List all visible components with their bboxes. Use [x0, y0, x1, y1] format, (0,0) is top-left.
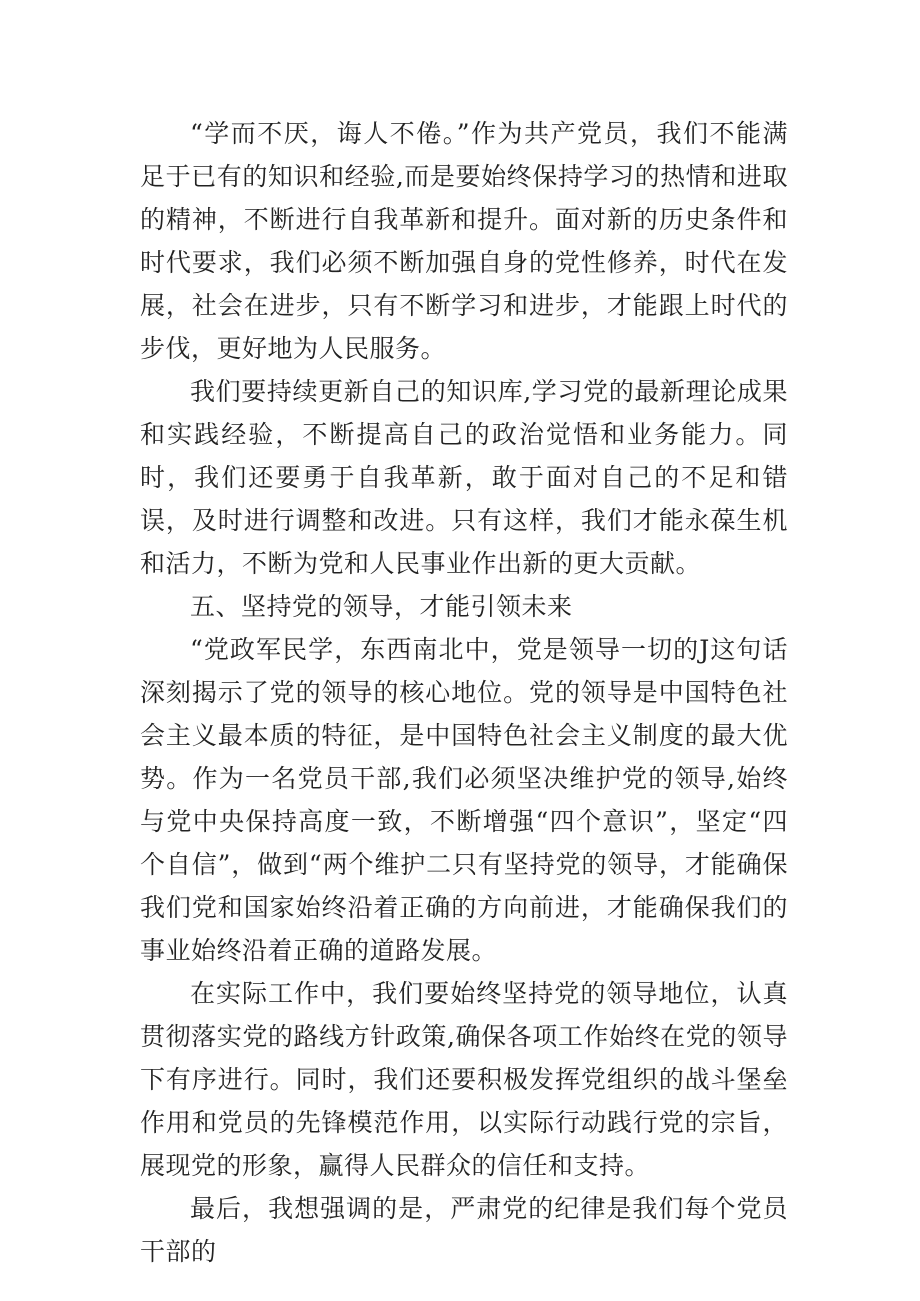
paragraph-practical-work: 在实际工作中，我们要始终坚持党的领导地位，认真贯彻落实党的路线方针政策,确保各项工作始终在党的领导下有序进行。同时，我们还要积极发挥党组织的战斗堡垒作用和党员的先锋模范作用，以实际行动践行党的宗旨，展现党的形象，赢得人民群众的信任和支持。	[140, 979, 788, 1180]
paragraph-learning: “学而不厌，诲人不倦。”作为共产党员，我们不能满足于已有的知识和经验,而是要始终保持学习的热情和进取的精神，不断进行自我革新和提升。面对新的历史条件和时代要求，我们必须不断加强自身的党性修养，时代在发展，社会在进步，只有不断学习和进步，才能跟上时代的步伐，更好地为人民服务。	[140, 119, 788, 363]
paragraph-party-leadership: “党政军民学，东西南北中，党是领导一切的J这句话深刻揭示了党的领导的核心地位。党的领导是中国特色社会主义最本质的特征，是中国特色社会主义制度的最大优势。作为一名党员干部,我们必须坚决维护党的领导,始终与党中央保持高度一致，不断增强“四个意识”，坚定“四个自信”，做到“两个维护二只有坚持党的领导，才能确保我们党和国家始终沿着正确的方向前进，才能确保我们的事业始终沿着正确的道路发展。	[140, 635, 788, 965]
document-body	[140, 112, 788, 1273]
paragraph-knowledge-update: 我们要持续更新自己的知识库,学习党的最新理论成果和实践经验，不断提高自己的政治觉悟和业务能力。同时，我们还要勇于自我革新，敢于面对自己的不足和错误，及时进行调整和改进。只有这样，我们才能永葆生机和活力，不断为党和人民事业作出新的更大贡献。	[140, 377, 788, 578]
paragraph-conclusion: 最后，我想强调的是，严肃党的纪律是我们每个党员干部的	[140, 1194, 788, 1266]
section-heading-party-leadership: 五、坚持党的领导，才能引领未来	[190, 592, 573, 621]
